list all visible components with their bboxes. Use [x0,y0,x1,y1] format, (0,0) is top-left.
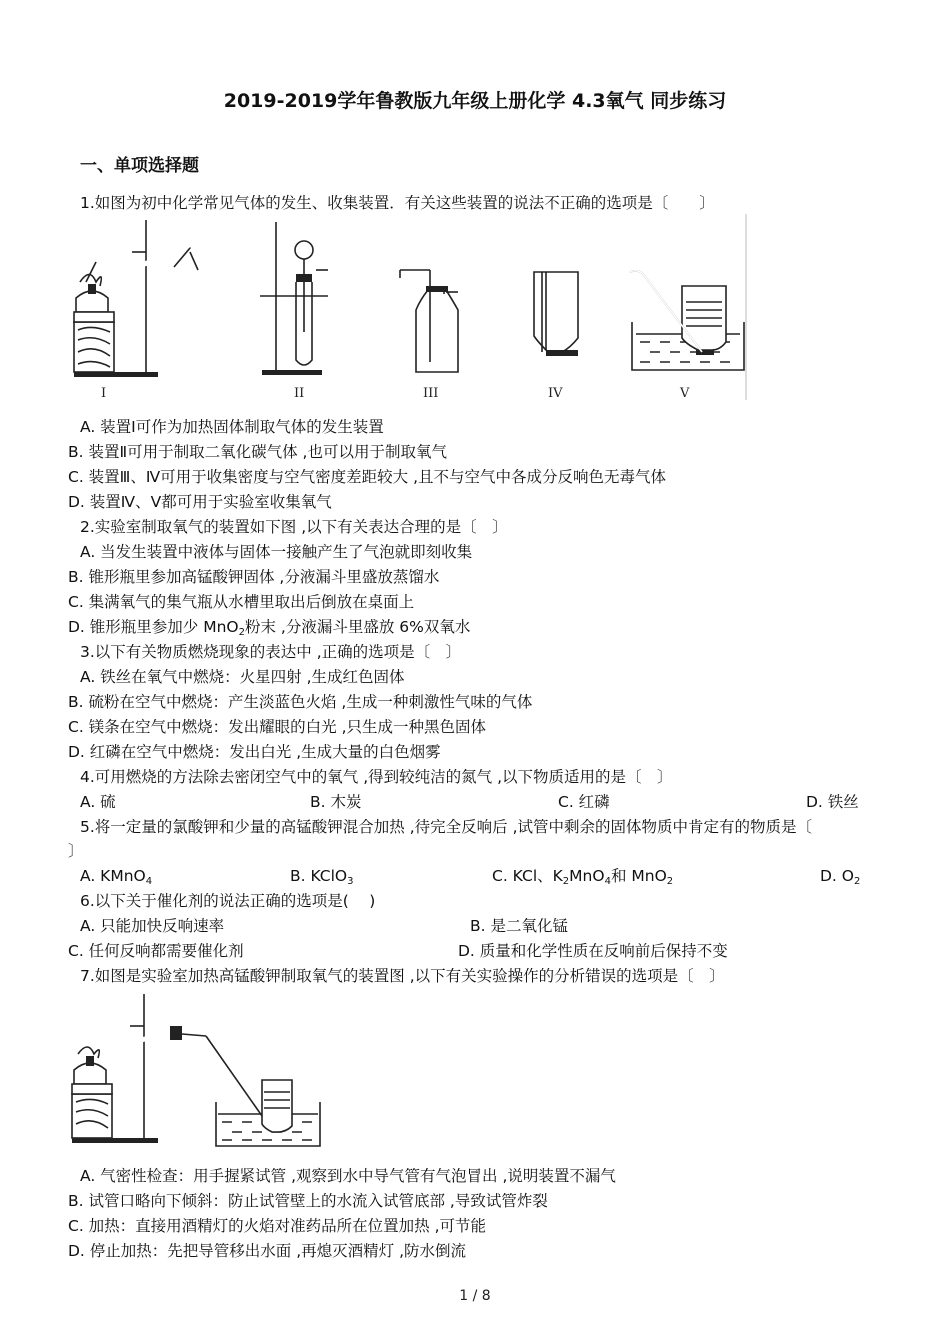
apparatus-i-drawing [74,220,198,401]
q6-stem: 6.以下关于催化剂的说法正确的选项是( ) [80,892,376,910]
q1-option-a: A. 装置Ⅰ可作为加热固体制取气体的发生装置 [80,418,384,436]
apparatus-label-iv: IV [548,386,563,401]
q4-option-b: B. 木炭 [310,793,362,811]
q5-option-c: C. KCl、$K_2MnO_4$和 MnO$_2$ [492,867,674,887]
apparatus-label-ii: II [294,386,305,401]
q5-stem-continuation: 〕 [68,842,84,860]
q1-figure [66,212,756,402]
q4-option-a: A. 硫 [80,793,116,811]
q7-option-b: B. 试管口略向下倾斜：防止试管壁上的水流入试管底部 ,导致试管炸裂 [68,1192,548,1210]
page-number: 1 / 8 [459,1288,491,1304]
q1-stem: 1.如图为初中化学常见气体的发生、收集装置．有关这些装置的说法不正确的选项是〔 〕 [80,194,715,212]
q1-option-c: C. 装置Ⅲ、Ⅳ可用于收集密度与空气密度差距较大 ,且不与空气中各成分反响色无毒气体 [68,468,667,486]
q3-option-a: A. 铁丝在氧气中燃烧：火星四射 ,生成红色固体 [80,668,405,686]
q2-option-a: A. 当发生装置中液体与固体一接触产生了气泡就即刻收集 [80,543,473,561]
q5-option-a: A. KMnO$_4$ [80,867,153,887]
q6-option-c: C. 任何反响都需要催化剂 [68,942,244,960]
q2-option-b: B. 锥形瓶里参加高锰酸钾固体 ,分液漏斗里盛放蒸馏水 [68,568,440,586]
apparatus-ii-drawing [260,222,328,401]
q4-option-c: C. 红磷 [558,793,610,811]
q1-option-d: D. 装置Ⅳ、Ⅴ都可用于实验室收集氧气 [68,493,332,511]
q7-option-d: D. 停止加热：先把导管移出水面 ,再熄灭酒精灯 ,防水倒流 [68,1242,466,1260]
q3-option-b: B. 硫粉在空气中燃烧：产生淡蓝色火焰 ,生成一种刺激性气味的气体 [68,693,533,711]
apparatus-label-iii: III [423,386,439,401]
q2-option-d: D. 锥形瓶里参加少 MnO$_2$粉末 ,分液漏斗里盛放 6%双氧水 [68,618,471,638]
q7-figure [66,988,326,1150]
q7-stem: 7.如图是实验室加热高锰酸钾制取氧气的装置图 ,以下有关实验操作的分析错误的选项是〔 〕 [80,967,725,985]
apparatus-v-drawing [630,271,744,401]
section-heading: 一、单项选择题 [80,156,199,176]
apparatus-iv-drawing [534,272,578,401]
apparatus-label-i: I [101,386,107,401]
q4-stem: 4.可用燃烧的方法除去密闭空气中的氧气 ,得到较纯洁的氮气 ,以下物质适用的是〔 〕 [80,768,673,786]
q4-option-d: D. 铁丝 [806,793,859,811]
q2-stem: 2.实验室制取氧气的装置如下图 ,以下有关表达合理的是〔 〕 [80,518,508,536]
q5-stem: 5.将一定量的氯酸钾和少量的高锰酸钾混合加热 ,待完全反响后 ,试管中剩余的固体物质中肯定有的物质是〔 [80,818,812,836]
q6-option-b: B. 是二氧化锰 [470,917,568,935]
page-title: 2019-2019学年鲁教版九年级上册化学 4.3氧气 同步练习 [223,90,727,112]
q6-option-a: A. 只能加快反响速率 [80,917,225,935]
q5-option-d: D. $O_2$ [820,867,861,887]
q7-option-a: A. 气密性检查：用手握紧试管 ,观察到水中导气管有气泡冒出 ,说明装置不漏气 [80,1167,616,1185]
q2-option-c: C. 集满氧气的集气瓶从水槽里取出后倒放在桌面上 [68,593,415,611]
q1-option-b: B. 装置Ⅱ可用于制取二氧化碳气体 ,也可以用于制取氧气 [68,443,447,461]
q7-option-c: C. 加热：直接用酒精灯的火焰对准药品所在位置加热 ,可节能 [68,1217,487,1235]
q6-option-d: D. 质量和化学性质在反响前后保持不变 [458,942,728,960]
q3-stem: 3.以下有关物质燃烧现象的表达中 ,正确的选项是〔 〕 [80,643,462,661]
apparatus-label-v: V [680,386,690,401]
apparatus-iii-drawing [400,270,458,401]
q3-option-c: C. 镁条在空气中燃烧：发出耀眼的白光 ,只生成一种黑色固体 [68,718,487,736]
q3-option-d: D. 红磷在空气中燃烧：发出白光 ,生成大量的白色烟雾 [68,743,441,761]
q5-option-b: B. KClO$_3$ [290,867,354,887]
